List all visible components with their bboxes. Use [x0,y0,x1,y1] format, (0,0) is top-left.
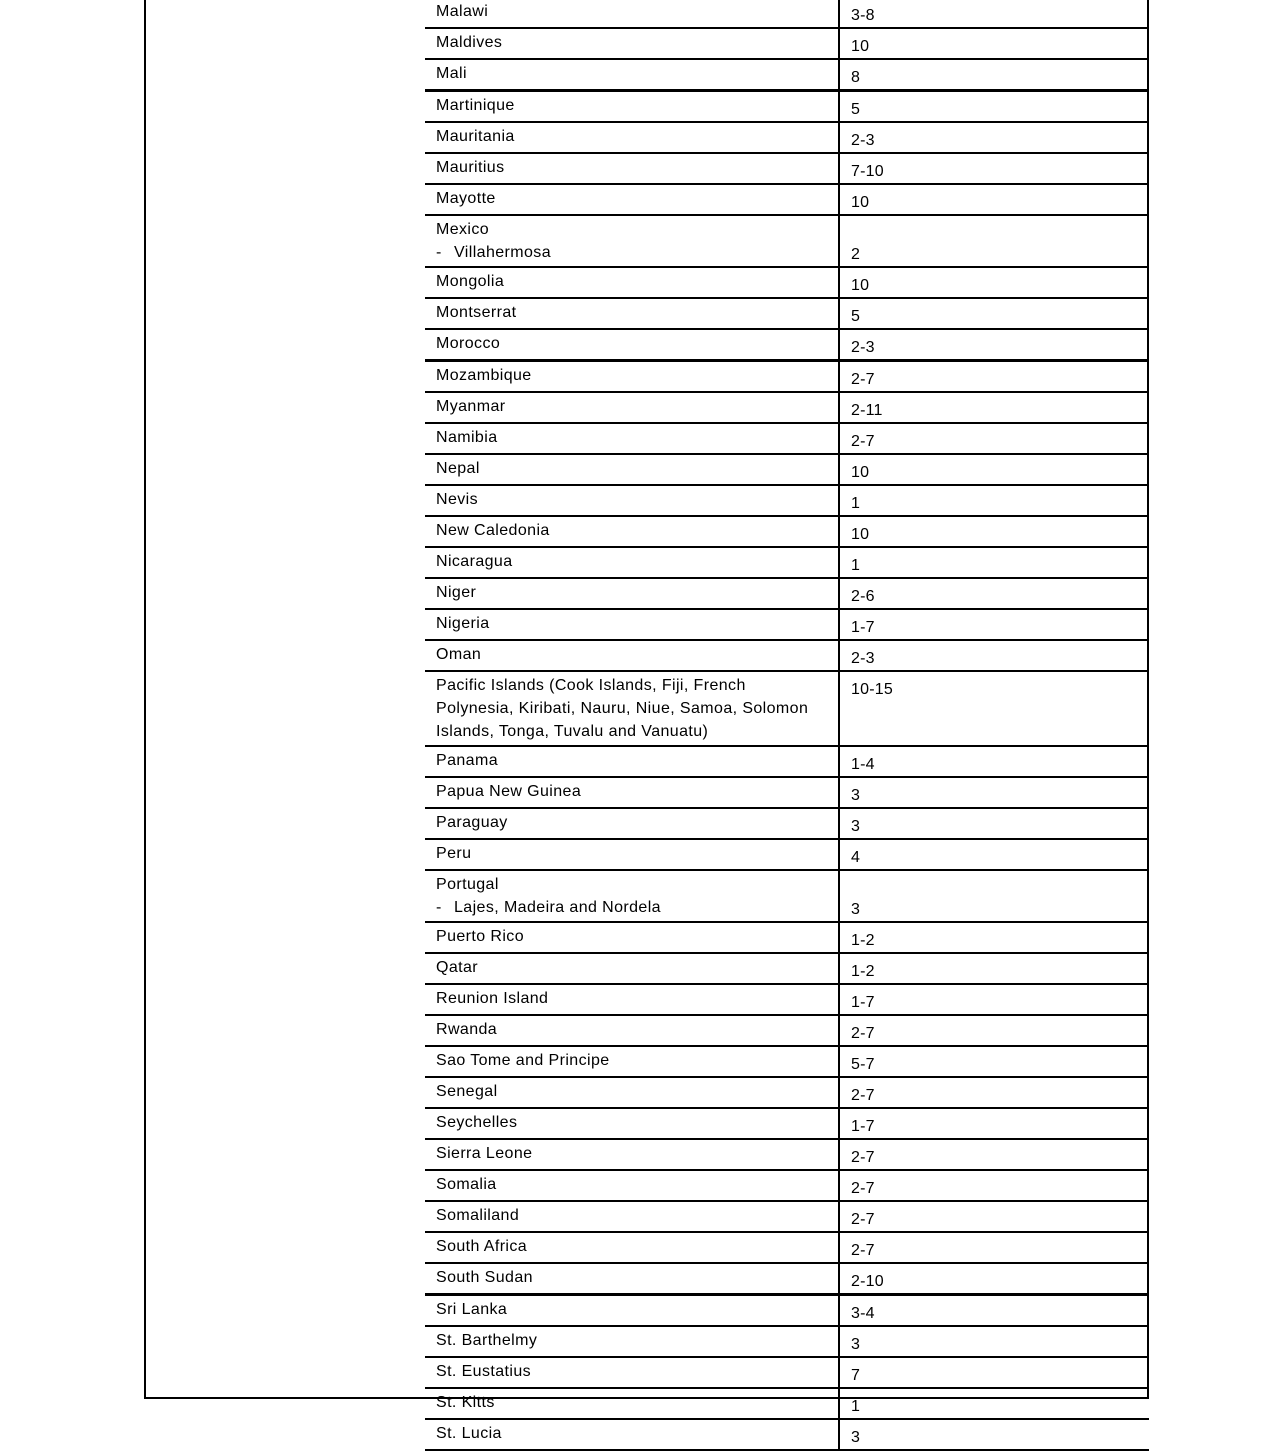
value-cell [839,1263,1149,1295]
table-row [425,578,1149,609]
value-cell [839,547,1149,578]
table-row [425,215,1149,267]
country-cell [425,0,839,28]
value-cell [839,746,1149,777]
value-cell [839,1077,1149,1108]
value-cell [839,870,1149,922]
table-row [425,609,1149,640]
country-cell [425,922,839,953]
table-row [425,1015,1149,1046]
country-cell [425,1015,839,1046]
value-cell [839,1419,1149,1450]
country-name: Namibia [436,429,498,446]
country-name: Nicaragua [436,553,513,570]
value-text: 1 [851,557,861,574]
country-cell [425,59,839,91]
country-cell [425,1046,839,1077]
value-text: 2-3 [851,132,875,149]
value-text: 2-7 [851,1180,875,1197]
country-cell [425,640,839,671]
country-name: Montserrat [436,304,517,321]
value-cell [839,0,1149,28]
value-text: 2-7 [851,371,875,388]
table-row [425,870,1149,922]
value-cell [839,122,1149,153]
value-text: 10 [851,277,870,294]
table-row [425,1046,1149,1077]
country-name: New Caledonia [436,522,550,539]
table-row [425,59,1149,91]
sub-location-name: Lajes, Madeira and Nordela [454,899,661,916]
country-name: Paraguay [436,814,508,831]
table-row [425,953,1149,984]
value-cell [839,454,1149,485]
country-name: Malawi [436,3,489,20]
value-cell [839,153,1149,184]
value-cell [839,984,1149,1015]
country-name: Morocco [436,335,501,352]
value-cell [839,1046,1149,1077]
table-row [425,808,1149,839]
table-row [425,184,1149,215]
country-cell [425,267,839,298]
value-text: 2 [851,246,861,263]
country-cell [425,1357,839,1388]
value-text: 2-7 [851,1087,875,1104]
country-cell [425,1077,839,1108]
country-cell [425,361,839,393]
value-text: 10 [851,526,870,543]
value-cell [839,1170,1149,1201]
table-row [425,1077,1149,1108]
table-row [425,392,1149,423]
table-row [425,671,1149,746]
value-text: 8 [851,69,861,86]
value-text: 2-10 [851,1273,884,1290]
country-name: Mayotte [436,190,496,207]
value-text: 3 [851,1429,861,1446]
value-cell [839,1015,1149,1046]
table-row [425,298,1149,329]
table-row [425,1419,1149,1450]
value-cell [839,267,1149,298]
value-text: 5 [851,101,861,118]
value-cell [839,1388,1149,1419]
country-cell [425,953,839,984]
value-text: 7-10 [851,163,884,180]
country-cell [425,808,839,839]
value-text: 1 [851,1398,861,1415]
country-cell [425,184,839,215]
country-cell [425,122,839,153]
value-text: 10-15 [851,681,893,698]
value-text: 1-4 [851,756,875,773]
value-text: 2-6 [851,588,875,605]
country-cell [425,1388,839,1419]
table-frame [144,0,1149,1446]
country-name: Niger [436,584,477,601]
value-cell [839,777,1149,808]
value-cell [839,1232,1149,1263]
value-text: 3-8 [851,7,875,24]
table-row [425,516,1149,547]
value-text: 1-7 [851,994,875,1011]
value-text: 2-11 [851,402,883,419]
country-cell [425,1139,839,1170]
country-name: Mali [436,65,467,82]
value-cell [839,640,1149,671]
country-name: Oman [436,646,482,663]
table-row [425,746,1149,777]
value-text: 10 [851,194,870,211]
table-row [425,361,1149,393]
country-cell [425,1419,839,1450]
value-cell [839,609,1149,640]
country-cell [425,454,839,485]
value-text: 3 [851,1336,861,1353]
country-name: Sao Tome and Principe [436,1052,610,1069]
table-row [425,153,1149,184]
value-cell [839,808,1149,839]
value-text: 5 [851,308,861,325]
value-text: 2-7 [851,1025,875,1042]
sub-location [436,241,828,264]
value-cell [839,392,1149,423]
table-row [425,1170,1149,1201]
country-cell [425,1108,839,1139]
sub-location-name: Villahermosa [454,244,551,261]
country-name: Qatar [436,959,479,976]
country-cell [425,671,839,746]
country-name: Pacific Islands (Cook Islands, Fiji, French Polynesia, Kiribati, Nauru, Niue, Samoa, Solomon Islands, Tonga, Tuvalu and Vanuatu) [436,677,809,740]
table-row [425,777,1149,808]
country-name: South Sudan [436,1269,533,1286]
country-name: Rwanda [436,1021,498,1038]
country-name: St. Lucia [436,1425,502,1442]
value-cell [839,1139,1149,1170]
country-cell [425,516,839,547]
value-text: 4 [851,849,861,866]
value-cell [839,671,1149,746]
table-row [425,1263,1149,1295]
country-cell [425,984,839,1015]
country-cell [425,392,839,423]
value-text: 2-7 [851,1149,875,1166]
value-text: 3 [851,901,861,918]
value-text: 3 [851,818,861,835]
value-cell [839,91,1149,123]
value-text: 1-2 [851,932,875,949]
value-cell [839,1326,1149,1357]
value-cell [839,1201,1149,1232]
value-cell [839,1357,1149,1388]
country-name: Myanmar [436,398,506,415]
sub-location [436,896,828,919]
value-text: 2-7 [851,1242,875,1259]
country-name: South Africa [436,1238,528,1255]
list-dash: - [436,244,442,261]
country-name: Portugal [436,876,499,893]
country-cell [425,91,839,123]
country-name: St. Kitts [436,1394,495,1411]
value-cell [839,953,1149,984]
country-name: St. Eustatius [436,1363,532,1380]
table-row [425,28,1149,59]
country-name: Papua New Guinea [436,783,582,800]
value-text: 1-7 [851,619,875,636]
country-cell [425,547,839,578]
table-row [425,1326,1149,1357]
country-cell [425,839,839,870]
country-cell [425,1201,839,1232]
table-row [425,1139,1149,1170]
country-name: Mozambique [436,367,532,384]
value-cell [839,361,1149,393]
country-cell [425,423,839,454]
value-cell [839,1295,1149,1327]
value-cell [839,578,1149,609]
country-cell [425,870,839,922]
country-name: Sierra Leone [436,1145,533,1162]
table-row [425,1201,1149,1232]
left-empty-column [146,0,425,1397]
country-name: Peru [436,845,472,862]
value-cell [839,184,1149,215]
country-cell [425,746,839,777]
table-row [425,454,1149,485]
value-text: 3 [851,787,861,804]
country-cell [425,1263,839,1295]
country-cell [425,578,839,609]
table-row [425,267,1149,298]
country-name: Seychelles [436,1114,518,1131]
country-name: Mongolia [436,273,505,290]
value-text: 10 [851,38,870,55]
table-row [425,0,1149,28]
country-name: Sri Lanka [436,1301,508,1318]
value-text: 1 [851,495,861,512]
country-cell [425,1326,839,1357]
value-cell [839,298,1149,329]
country-cell [425,485,839,516]
value-text: 5-7 [851,1056,875,1073]
table-row [425,547,1149,578]
value-cell [839,28,1149,59]
table-row [425,1295,1149,1327]
value-text: 1-2 [851,963,875,980]
table-row [425,1388,1149,1419]
value-cell [839,59,1149,91]
country-name: Mexico [436,221,490,238]
value-text: 2-7 [851,433,875,450]
value-text: 10 [851,464,870,481]
country-name: St. Barthelmy [436,1332,538,1349]
country-name: Panama [436,752,498,769]
country-name: Nigeria [436,615,490,632]
value-text: 1-7 [851,1118,875,1135]
country-name: Mauritania [436,128,515,145]
table-row [425,984,1149,1015]
value-text: 7 [851,1367,861,1384]
country-cell [425,329,839,361]
country-name: Mauritius [436,159,505,176]
value-text: 2-3 [851,650,875,667]
country-cell [425,609,839,640]
table-row [425,423,1149,454]
table-row [425,922,1149,953]
value-cell [839,329,1149,361]
country-table [425,0,1149,1451]
value-cell [839,839,1149,870]
table-row [425,122,1149,153]
value-cell [839,922,1149,953]
country-cell [425,1232,839,1263]
country-cell [425,298,839,329]
value-cell [839,215,1149,267]
country-name: Nepal [436,460,480,477]
country-name: Reunion Island [436,990,549,1007]
country-cell [425,1170,839,1201]
country-name: Somalia [436,1176,497,1193]
country-cell [425,777,839,808]
country-name: Martinique [436,97,515,114]
country-cell [425,1295,839,1327]
country-cell [425,153,839,184]
table-row [425,1108,1149,1139]
country-cell [425,215,839,267]
country-name: Nevis [436,491,479,508]
country-name: Somaliland [436,1207,520,1224]
country-table-body [425,0,1149,1450]
table-row [425,329,1149,361]
table-row [425,91,1149,123]
value-cell [839,1108,1149,1139]
value-cell [839,516,1149,547]
country-cell [425,28,839,59]
value-cell [839,423,1149,454]
table-row [425,1357,1149,1388]
value-text: 3-4 [851,1305,875,1322]
country-name: Puerto Rico [436,928,524,945]
value-text: 2-7 [851,1211,875,1228]
table-row [425,1232,1149,1263]
country-name: Senegal [436,1083,498,1100]
table-row [425,839,1149,870]
value-cell [839,485,1149,516]
table-row [425,640,1149,671]
value-text: 2-3 [851,339,875,356]
list-dash: - [436,899,442,916]
table-row [425,485,1149,516]
country-name: Maldives [436,34,503,51]
